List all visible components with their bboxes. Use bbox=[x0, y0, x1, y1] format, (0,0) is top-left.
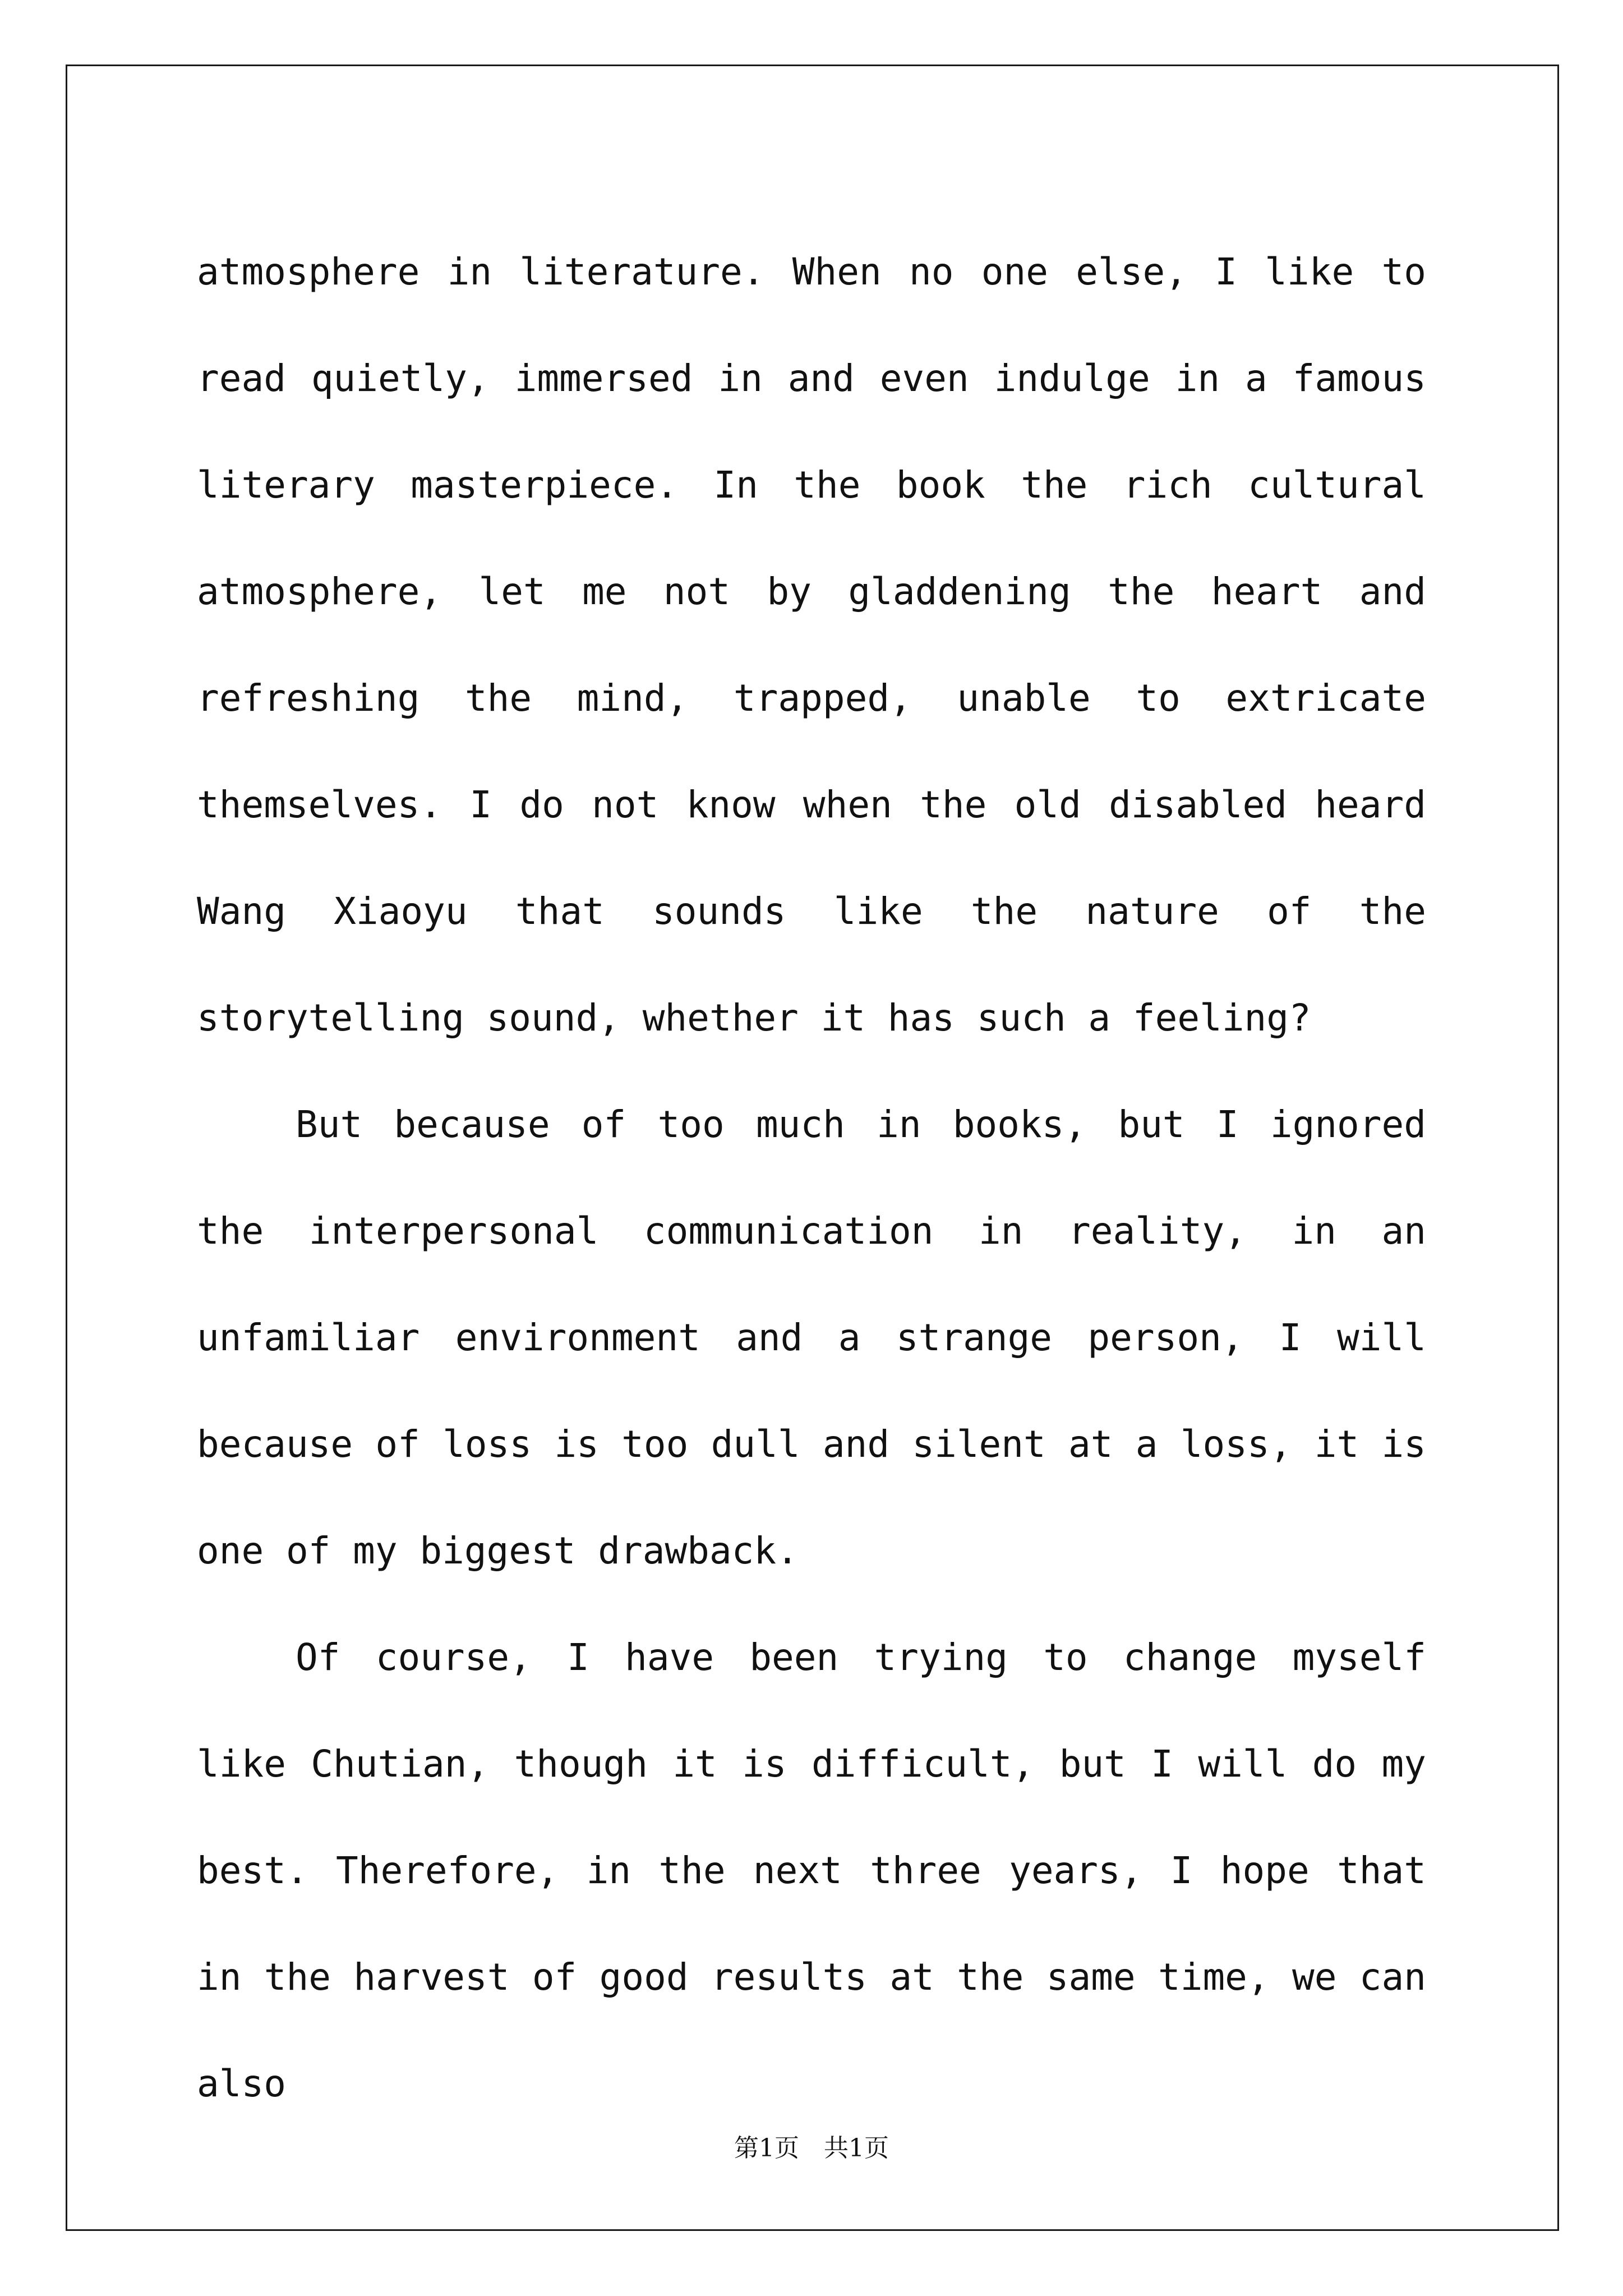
paragraph-3: Of course, I have been trying to change myself like Chutian, though it is difficult, but I will do my best. Therefore, in the next three years, I hope that in the harvest of good results at the same time, we can also bbox=[197, 1636, 1426, 2105]
page-number: 第1页 共1页 bbox=[734, 2134, 889, 2162]
document-body bbox=[197, 219, 1426, 2137]
paragraph-1: atmosphere in literature. When no one else, I like to read quietly, immersed in and even indulge in a famous literary masterpiece. In the book the rich cultural atmosphere, let me not by gladdening the heart and refreshing the mind, trapped, unable to extricate themselves. I do not know when the old disabled heard Wang Xiaoyu that sounds like the nature of the storytelling sound, whether it has such a feeling? bbox=[197, 250, 1426, 1039]
page-footer bbox=[0, 2132, 1623, 2165]
paragraph-2: But because of too much in books, but I ignored the interpersonal communication in reality, in an unfamiliar environment and a strange person, I will because of loss is too dull and silent at a loss, it is one of my biggest drawback. bbox=[197, 1103, 1426, 1572]
